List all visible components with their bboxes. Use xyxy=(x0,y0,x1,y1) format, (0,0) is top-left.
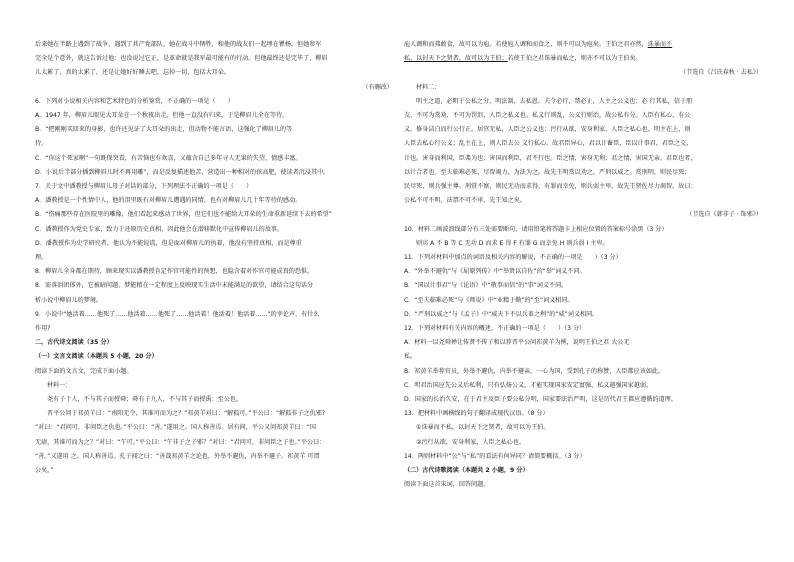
text-line: 6．下列对小说相关内容和艺术特色的分析鉴赏，不正确的一项是（ ） xyxy=(35,97,234,105)
text-line: 晋平公问于祁黄羊曰：“南阳无令，其谁可而为之？”祁黄羊对曰：“解狐可。”平公曰：“解狐非子之仇邪? xyxy=(47,410,325,418)
text-line: C．明君治国应先公义后私利，只有弘扬公义，才能实现国家安定富强，私义越强国家越弱。 xyxy=(404,381,653,389)
text-line: 理。 xyxy=(35,254,48,262)
text-line: 作用? xyxy=(35,325,51,333)
text-line: ①诛暴而不私，以封天下之贤者，故可以为王伯。 xyxy=(416,424,550,432)
text-line: B．“伤痛那些存在医院里的雕像，他们看起来感动了世界，但它们也不能给大耳朵的生命重新延续下去的希望” xyxy=(35,211,332,219)
text-line: 待。 xyxy=(35,140,48,148)
text-line: （一）文言文阅读（本题共 5 小题，20 分） xyxy=(35,353,158,361)
text-line: B．“国以计事君”与《论语》中“敬事而信”的“事”词义不同。 xyxy=(404,282,568,290)
text-line: （节选自《吕氏春秋 · 去私》） xyxy=(680,69,762,77)
text-line: 阅读下面这首宋词，回答问题。 xyxy=(404,481,490,489)
text-line: A．1947 年，柳眉儿眼见大耳朵在一个秋夜出走，但他一直没有归来，于是柳眉儿全在等待。 xyxy=(35,112,289,120)
text-line: B．祁黄羊举荐官员，外举不避仇，内举不避亲，一心为国，受到孔子的称赞，人臣都应该如此。 xyxy=(404,367,665,375)
text-line: 9．小说中“她活着……他死了……他活着……他死了……他活着！他活着！他活着……”的孪论声，有什么 xyxy=(35,310,320,318)
text-line: 无尉，其谁可而为之？”对曰：“午可。”平公曰：“午非子之子邪？”对曰：“君问可，非问臣之子也。”平公曰： xyxy=(35,438,326,446)
text-line: ②污行从欲，安身利家，人臣之私心也。 xyxy=(416,438,526,446)
text-line xyxy=(404,38,762,52)
text-line: 阅读下面的文言文，完成下面小题。 xyxy=(35,367,133,375)
text-line: 以计合者也。至夫临难必死，尽智竭力，为法为之。故先王明赏以劝之，严刑以威之。赏刑明，则民尽死； xyxy=(404,168,691,176)
text-line: 计也。害身而利国，臣弗为也；害国而利臣，君不行也。臣之情，害身无利；君之情，害国无亲。君臣也者， xyxy=(404,154,697,162)
left-column xyxy=(35,38,393,478)
text-line: 公私不可不明，法禁不可不审，先王知之矣。 xyxy=(404,197,526,205)
text-line: （有删改） xyxy=(362,83,393,91)
text-line: 民尽死，则兵强主尊。刑赏不察，则民无功而求得，有罪而幸免，则兵弱主卑。故先王贤佐尽力竭智。故曰： xyxy=(404,183,697,191)
right-column xyxy=(404,38,762,493)
text-line: 公矣。” xyxy=(35,467,54,475)
text-line: 后来她在半路上遇到了战争，遇到了共产党部队，她在战斗中牺牲，和他的战友们一起埋在瞿杨。但她参军 xyxy=(35,41,322,48)
text-line: 12．下列对材料有关内容的概述，不正确的一项是（ ）（3 分） xyxy=(404,325,586,333)
text-segment: 庖人调和而弗敢食，故可以为庖。若使庖人调和而食之，则不可以为庖矣。王伯之君亦然， xyxy=(404,41,648,48)
text-line: 8．需落泪团体外，它被暗问题，梦能精在一定程度上反映现实生活中未能满足的欲望，请结合这句话分 xyxy=(35,282,314,290)
text-line: 材料二： xyxy=(416,83,441,91)
text-line: 二、古代诗文阅读（35 分） xyxy=(35,339,113,347)
text-line: A．材料一以尧舜禅让传贤不传子和以荐晋平公问祁黄羊为例，说明王伯之君 大公无 xyxy=(404,339,630,347)
text-line: 私。 xyxy=(404,353,417,361)
text-line: 儿太累了，真的太累了，还是让她好好睡去吧，忘掉一切，包括大耳朵。 xyxy=(35,69,230,77)
text-line: 析小说中柳眉儿的梦境。 xyxy=(35,296,103,304)
text-line: “善。”又遂用 之。国人称善焉。孔子闻之曰：“善哉祁黄羊之论也，外举不避仇，内举不避子。祁黄羊 可谓 xyxy=(35,452,320,460)
text-line: D．潘教授作为史学研究者，他认为不能说谎，但是面对柳眉儿的执着，他没有坚持真相，而是尊重 xyxy=(35,239,302,247)
text-line: 材料一： xyxy=(47,381,72,389)
text-line: 完全是个意外，就这告诉过他：也没说过它正，是革命就是我军最可能有的行动。但他最终还是完毕了，柳眉 xyxy=(35,55,328,63)
text-line: 明主之道，必明于公私之分，明法制，去私恩。夫令必行，禁必止，人主之公义也；必 行其私，信于朋 xyxy=(416,97,693,105)
text-line: 7．关于文中潘教授与柳眉儿母子对话的部分，下列理法不正确的一项是（ ） xyxy=(35,183,253,191)
text-line: A．潘教授是一个性情中人，他的泪里既有对柳眉儿遭遇的同情，也有对柳眉儿几十年等待的感动。 xyxy=(35,197,302,205)
text-line: D．小说后半部分插到柳眉儿时不再用雕”，而是反复描述他苦，营造出一种相对的孩高肥，使读者沉浸其中。 xyxy=(35,168,330,176)
text-line: C．“至夫临难必死”与《师说》中“业精于勤”的“至”词义相同。 xyxy=(404,296,574,304)
text-line: A．“外举不避仇”与《屈原列传》中“举贤以自佐”的“举”词义不同。 xyxy=(404,268,586,276)
text-line: 14．两则材料中“公”与“私”的看法有何异同？请简要概括。（3 分） xyxy=(404,452,586,460)
text-line: 11．下列对材料中加点的词语及相关内容的解说，不正确的一项是 ）（3 分） xyxy=(404,254,622,262)
text-line: 人臣去私心行公义；乱主在上，则人臣去公 义行私心。故君臣异心，君以计畜臣，臣以计事君，君臣之交， xyxy=(404,140,693,148)
text-line: 尧有子十人，不与其子而授舜；舜有子九人，不与其子而授禹：至公也。 xyxy=(47,396,242,404)
text-line: B．“把刚刚买回来的身影，也许还见证了大耳朵的出走，但动物不能言语，这强化了柳眉儿的等 xyxy=(35,126,293,134)
text-line: 则宾 A 不 B 等 C 无功 D 而求 E 得 F 有罪 G 而幸免 H 则兵弱 I 主卑。 xyxy=(416,239,609,247)
text-line: C．潘教授作为党史专家，致力于还原历史真相，因此他会在潜移默化中宣传柳眉儿的故事。 xyxy=(35,225,284,233)
text-line: ”对曰：“君问可，非问臣之仇也。”平公曰：“善。”遂用之。国人称善焉。居有间，平公又问祁黄羊曰：“国 xyxy=(35,424,316,432)
text-line: 13．把材料中画横线的句子翻译成现代汉语。（8 分） xyxy=(404,410,549,418)
text-line: C．“你这个死家啊”一句既保突看，有苦恼也有欢喜，又蕴含自己多年寻人无果的失望，情感丰富。 xyxy=(35,154,302,162)
underlined-segment: 诛暴而不 xyxy=(647,41,673,48)
text-line: 义。修身洁白而行公行正，居官无私，人臣之公义也；污行从欲，安身利家，人臣之私心也。明主在上，则 xyxy=(404,126,691,134)
text-line: 8．柳眉儿全身都在期待，顾来现实以潘教授肯定作官可能性的预想，也隐含着对作官可能成真的恐惧。 xyxy=(35,268,314,276)
text-line: 友，不可为赏劝，不可为罚沮，人臣之私义也。私义行则乱，公义行则治，故公私有分。人臣有私心，有公 xyxy=(404,112,691,120)
text-line: （二）古代诗歌阅读（本题共 2 小题，9 分） xyxy=(404,467,529,475)
text-line: D．“严刑以威之”与《孟子》中“威天下不以兵革之利”的“威”词义相同。 xyxy=(404,310,599,318)
text-line: （节选自《韩非子 · 饰邪》） xyxy=(686,211,762,219)
text-line: 10．材料二画波浪线部分有三处需要断句，请用铅笔将答题卡上相应位置的答案标号涂黑（3 分） xyxy=(404,225,668,233)
text-line xyxy=(404,52,762,66)
text-line: D．国家的长治久安，在于君主及臣子要公私分明，国家要法治严明，这是历代君王都应遵循的道理。 xyxy=(404,396,677,404)
underlined-segment: 私，以封天下之贤者，故可以为王伯； xyxy=(404,55,508,63)
text-segment: 若使王伯之君诛暴而私之，则亦不可以为王伯矣。 xyxy=(507,55,642,63)
